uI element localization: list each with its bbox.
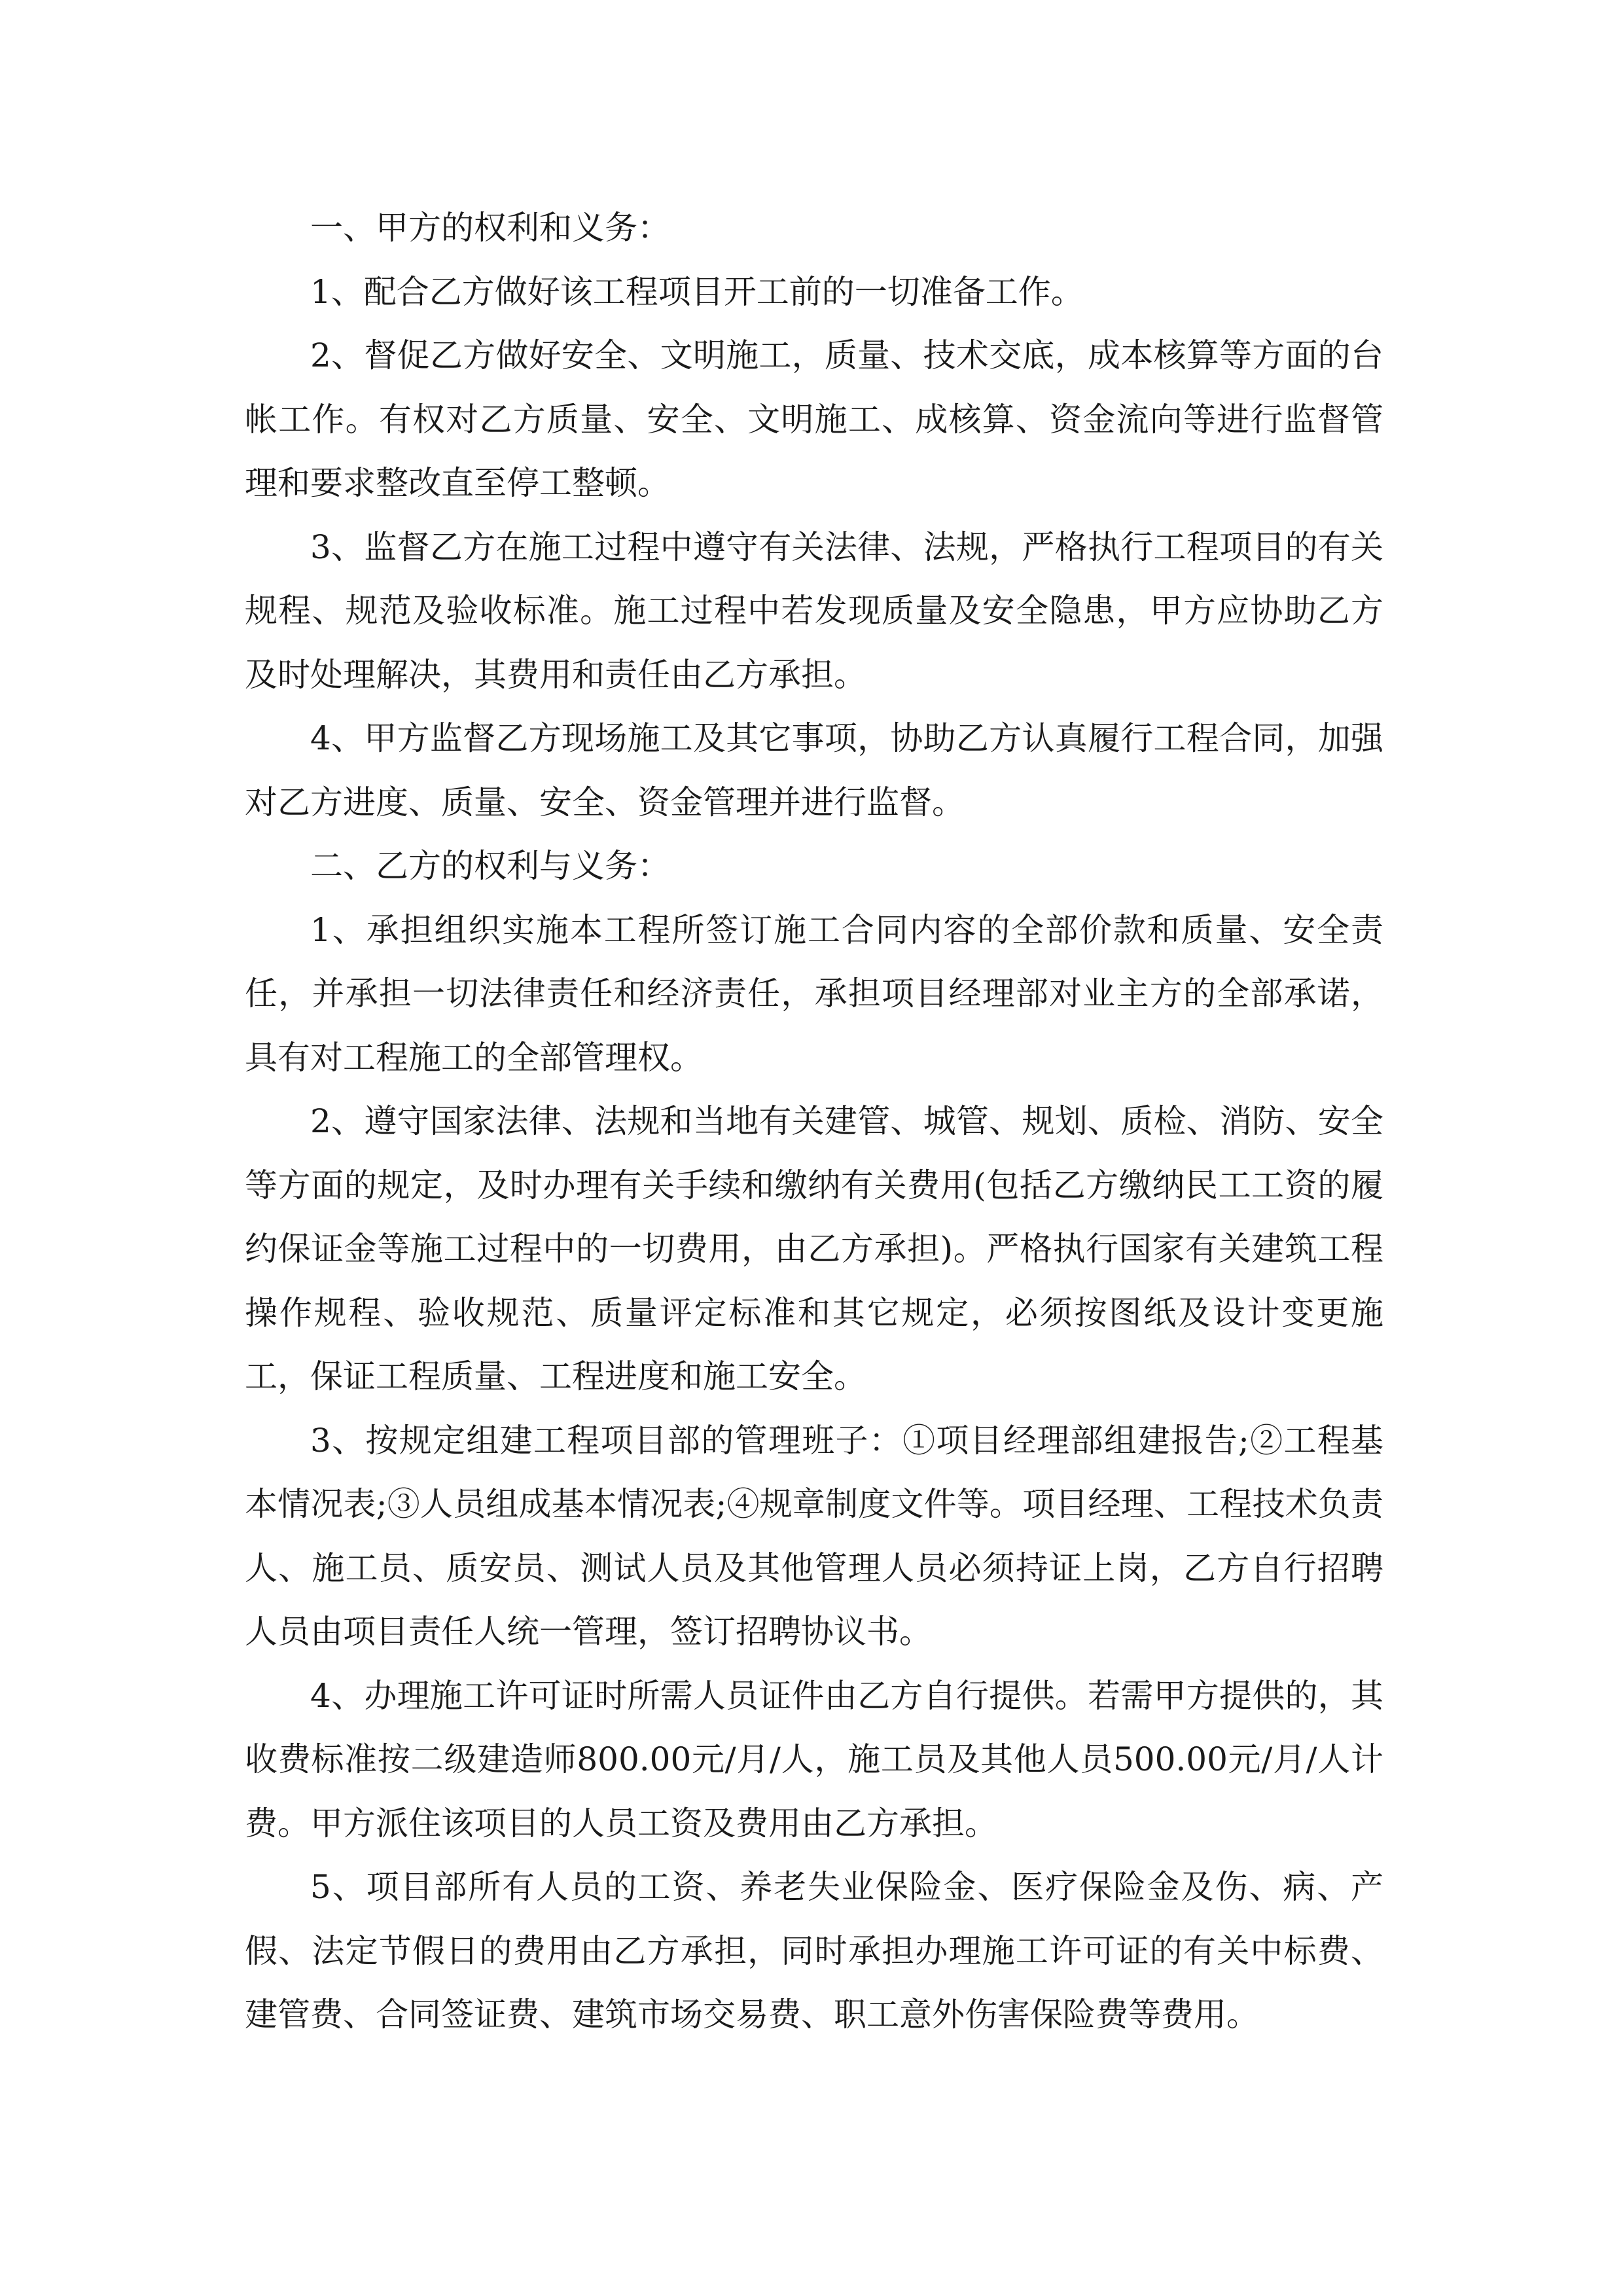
section-heading-party-b: 二、乙方的权利与义务：	[310, 847, 670, 885]
clause-b-3: 3、按规定组建工程项目部的管理班子：①项目经理部组建报告;②工程基本情况表;③人员组成基本情况表;④规章制度文件等。项目经理、工程技术负责人、施工员、质安员、测试人员及其他管理人员必须持证上岗，乙方自行招聘人员由项目责任人统一管理，签订招聘协议书。	[245, 1421, 1383, 1651]
clause-b-4: 4、办理施工许可证时所需人员证件由乙方自行提供。若需甲方提供的，其收费标准按二级建造师800.00元/月/人，施工员及其他人员500.00元/月/人计费。甲方派住该项目的人员工资及费用由乙方承担。	[245, 1676, 1383, 1842]
section-heading-party-a: 一、甲方的权利和义务：	[310, 209, 670, 247]
document-body	[245, 196, 1383, 2047]
clause-a-4: 4、甲方监督乙方现场施工及其它事项，协助乙方认真履行工程合同，加强对乙方进度、质量、安全、资金管理并进行监督。	[245, 719, 1383, 821]
clause-b-5: 5、项目部所有人员的工资、养老失业保险金、医疗保险金及伤、病、产假、法定节假日的费用由乙方承担，同时承担办理施工许可证的有关中标费、建管费、合同签证费、建筑市场交易费、职工意外伤害保险费等费用。	[245, 1868, 1383, 2034]
clause-a-2: 2、督促乙方做好安全、文明施工，质量、技术交底，成本核算等方面的台帐工作。有权对乙方质量、安全、文明施工、成核算、资金流向等进行监督管理和要求整改直至停工整顿。	[245, 336, 1383, 502]
clause-b-2: 2、遵守国家法律、法规和当地有关建管、城管、规划、质检、消防、安全等方面的规定，及时办理有关手续和缴纳有关费用(包括乙方缴纳民工工资的履约保证金等施工过程中的一切费用，由乙方承担)。严格执行国家有关建筑工程操作规程、验收规范、质量评定标准和其它规定，必须按图纸及设计变更施工，保证工程质量、工程进度和施工安全。	[245, 1102, 1383, 1395]
clause-a-1: 1、配合乙方做好该工程项目开工前的一切准备工作。	[310, 272, 1084, 311]
clause-b-1: 1、承担组织实施本工程所签订施工合同内容的全部价款和质量、安全责任，并承担一切法律责任和经济责任，承担项目经理部对业主方的全部承诺，具有对工程施工的全部管理权。	[245, 910, 1383, 1077]
clause-a-3: 3、监督乙方在施工过程中遵守有关法律、法规，严格执行工程项目的有关规程、规范及验收标准。施工过程中若发现质量及安全隐患，甲方应协助乙方及时处理解决，其费用和责任由乙方承担。	[245, 528, 1383, 694]
